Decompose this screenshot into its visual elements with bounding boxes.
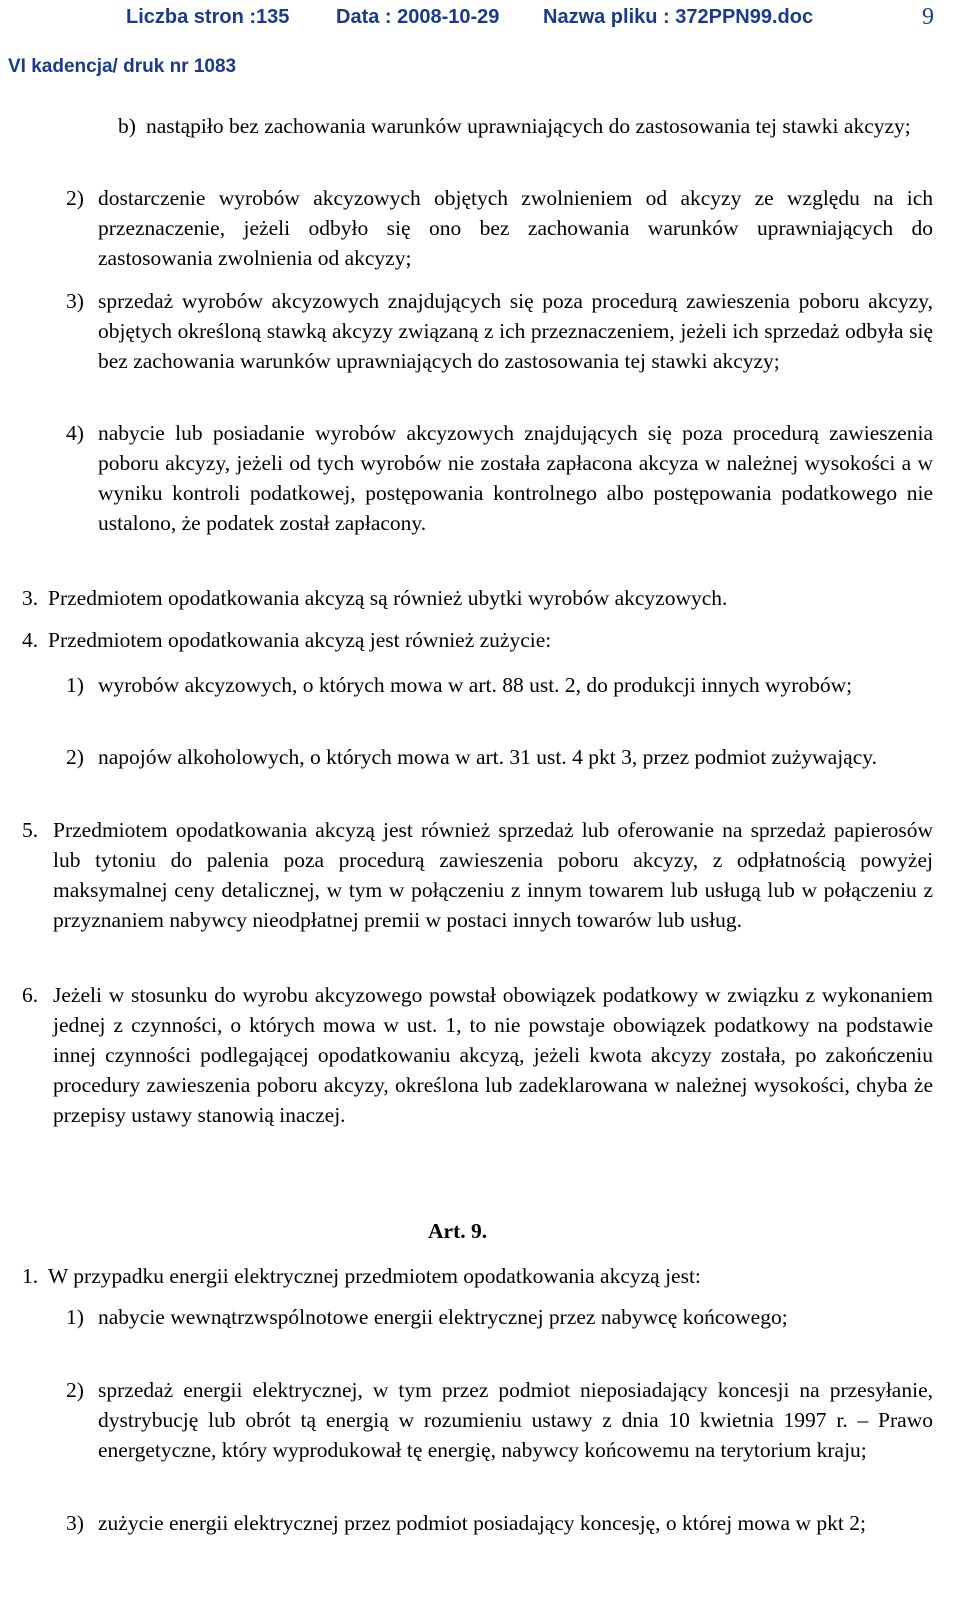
item-number: 5. bbox=[22, 818, 39, 842]
item-number: 2) bbox=[66, 186, 84, 210]
item-number: 4) bbox=[66, 421, 84, 445]
paragraph: sprzedaż wyrobów akcyzowych znajdujących się poza procedurą zawieszenia poboru akcyzy, objętych określoną stawką akcyzy związaną z ich przeznaczeniem, jeżeli ich sprzedaż odbyła się bez zachowania warunków uprawniających do zastosowania tej stawki akcyzy; bbox=[98, 289, 933, 373]
item-number: 2) bbox=[66, 745, 84, 769]
paragraph: napojów alkoholowych, o których mowa w art. 31 ust. 4 pkt 3, przez podmiot zużywający. bbox=[98, 745, 877, 769]
paragraph: W przypadku energii elektrycznej przedmiotem opodatkowania akcyzą jest: bbox=[48, 1264, 701, 1288]
page-number: 9 bbox=[922, 4, 934, 30]
item-number: 3) bbox=[66, 1511, 84, 1535]
paragraph: sprzedaż energii elektrycznej, w tym przez podmiot nieposiadający koncesji na przesyłanie, dystrybucję lub obrót tą energią w rozumieniu ustawy z dnia 10 kwietnia 1997 r. – Prawo energetyczne, który wyprodukował tę energię, nabywcy końcowemu na terytorium kraju; bbox=[98, 1378, 933, 1462]
paragraph: dostarczenie wyrobów akcyzowych objętych zwolnieniem od akcyzy ze względu na ich przeznaczenie, jeżeli odbyło się ono bez zachowania warunków uprawniających do zastosowania zwolnienia od akcyzy; bbox=[98, 186, 933, 270]
item-number: 2) bbox=[66, 1378, 84, 1402]
paragraph: nabycie lub posiadanie wyrobów akcyzowych znajdujących się poza procedurą zawieszenia poboru akcyzy, jeżeli od tych wyrobów nie została zapłacona akcyza w należnej wysokości a w wyniku kontroli podatkowej, postępowania kontrolnego albo postępowania podatkowego nie ustalono, że podatek został zapłacony. bbox=[98, 421, 933, 535]
item-number: 1) bbox=[66, 673, 84, 697]
paragraph: nastąpiło bez zachowania warunków uprawniających do zastosowania tej stawki akcyzy; bbox=[146, 114, 911, 138]
item-number: b) bbox=[118, 114, 136, 138]
paragraph: wyrobów akcyzowych, o których mowa w art. 88 ust. 2, do produkcji innych wyrobów; bbox=[98, 673, 853, 697]
item-number: 4. bbox=[22, 628, 39, 652]
header-page-count: Liczba stron :135 bbox=[126, 6, 290, 28]
paragraph: nabycie wewnątrzwspólnotowe energii elektrycznej przez nabywcę końcowego; bbox=[98, 1305, 788, 1329]
paragraph: Przedmiotem opodatkowania akcyzą jest również sprzedaż lub oferowanie na sprzedaż papierosów lub tytoniu do palenia poza procedurą zawieszenia poboru akcyzy, z odpłatnością powyżej maksymalnej ceny detalicznej, w tym w połączeniu z innym towarem lub usługą lub w połączeniu z przyznaniem nabywcy nieodpłatnej premii w postaci innych towarów lub usług. bbox=[53, 818, 933, 932]
article-heading: Art. 9. bbox=[428, 1219, 488, 1243]
item-number: 3) bbox=[66, 289, 84, 313]
header-print-reference: VI kadencja/ druk nr 1083 bbox=[8, 56, 237, 77]
header-file-name: Nazwa pliku : 372PPN99.doc bbox=[543, 6, 814, 28]
paragraph: Przedmiotem opodatkowania akcyzą jest również zużycie: bbox=[48, 628, 552, 652]
paragraph: zużycie energii elektrycznej przez podmiot posiadający koncesję, o której mowa w pkt 2; bbox=[98, 1511, 866, 1535]
paragraph: Jeżeli w stosunku do wyrobu akcyzowego powstał obowiązek podatkowy w związku z wykonaniem jednej z czynności, o których mowa w ust. 1, to nie powstaje obowiązek podatkowy na podstawie innej czynności podlegającej opodatkowaniu akcyzą, jeżeli kwota akcyzy została, po zakończeniu procedury zawieszenia poboru akcyzy, określona lub zadeklarowana w należnej wysokości, chyba że przepisy ustawy stanowią inaczej. bbox=[53, 983, 933, 1127]
header-date: Data : 2008-10-29 bbox=[336, 6, 500, 28]
item-number: 1) bbox=[66, 1305, 84, 1329]
item-number: 1. bbox=[22, 1264, 39, 1288]
paragraph: Przedmiotem opodatkowania akcyzą są również ubytki wyrobów akcyzowych. bbox=[48, 586, 728, 610]
item-number: 3. bbox=[22, 586, 39, 610]
item-number: 6. bbox=[22, 983, 39, 1007]
